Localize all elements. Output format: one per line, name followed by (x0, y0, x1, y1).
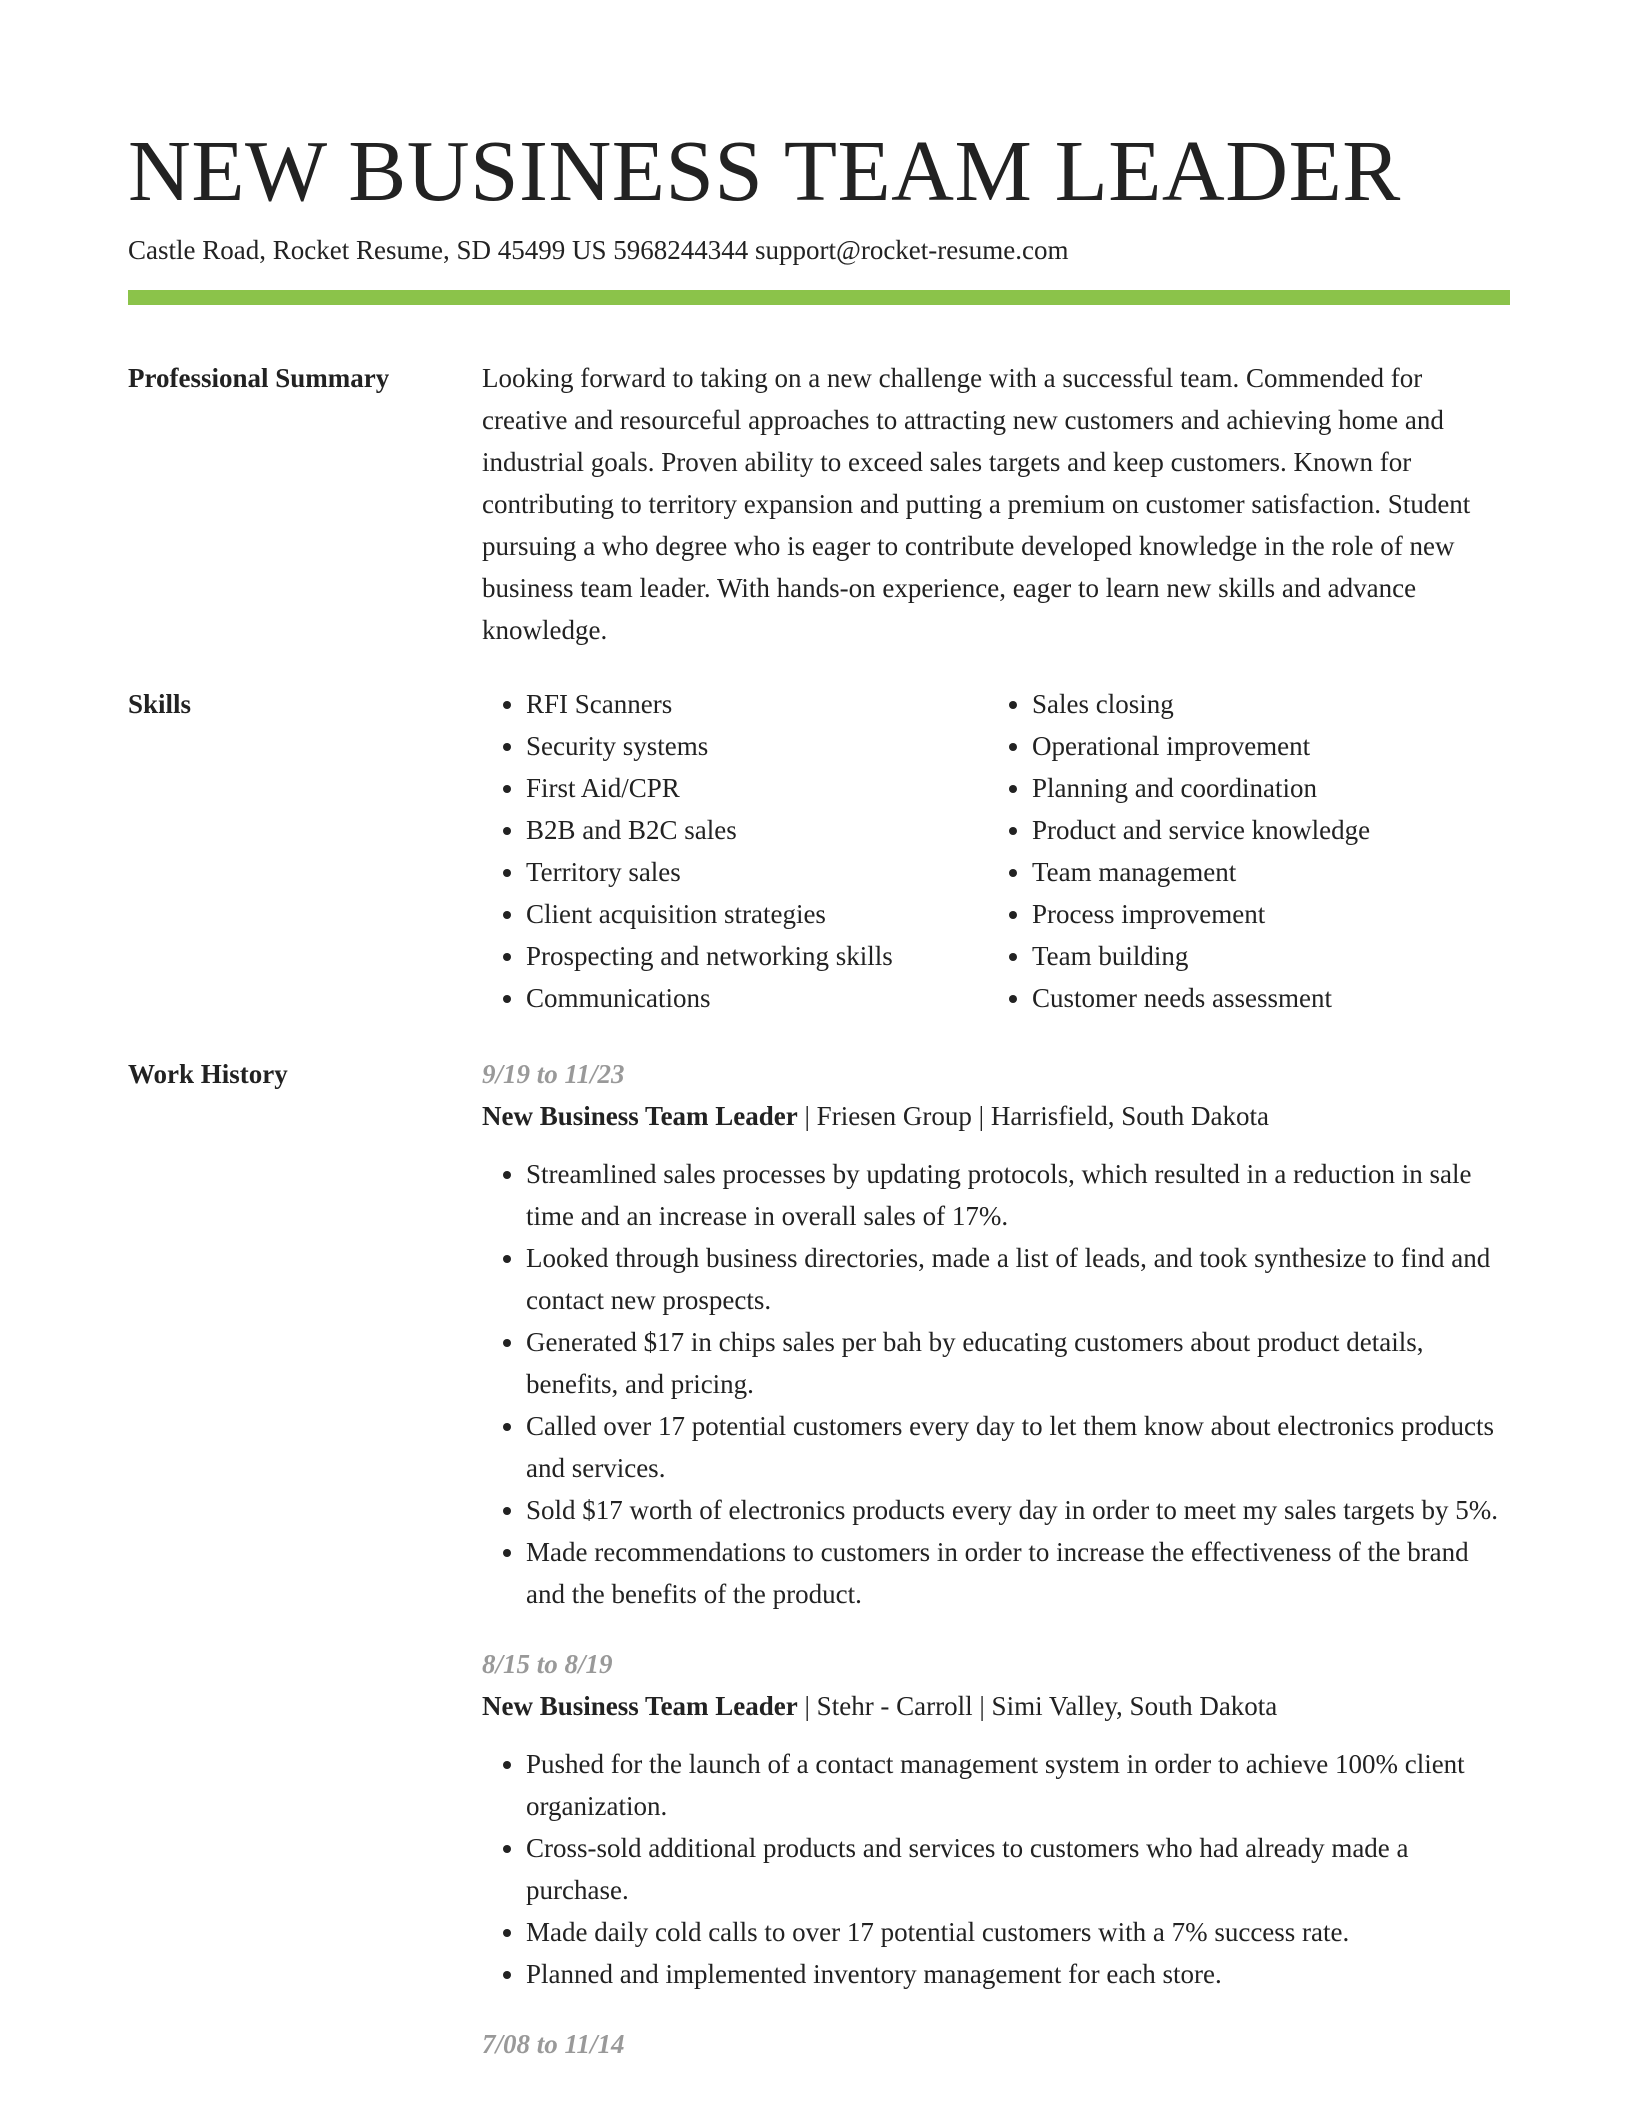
job-title: New Business Team Leader (482, 1101, 798, 1131)
job-title-line (482, 1095, 1510, 1137)
skill-item: • First Aid/CPR (526, 767, 988, 809)
skill-item: • Process improvement (1032, 893, 1494, 935)
skill-item: • Customer needs assessment (1032, 977, 1494, 1019)
job-bullet: • Pushed for the launch of a contact management system in order to achieve 100% client organization. (526, 1743, 1510, 1827)
skill-item: • Communications (526, 977, 988, 1019)
skill-item: • Prospecting and networking skills (526, 935, 988, 977)
job-dates: 9/19 to 11/23 (482, 1059, 625, 1089)
job-title: New Business Team Leader (482, 1691, 798, 1721)
job-bullets (482, 1153, 1510, 1615)
section-label-work-history: Work History (128, 1059, 288, 1089)
job-bullets (482, 1743, 1510, 1995)
resume-name: NEW BUSINESS TEAM LEADER (128, 122, 1401, 219)
job-entry (482, 1643, 1510, 1995)
skill-item: • Sales closing (1032, 683, 1494, 725)
skill-item: • Team building (1032, 935, 1494, 977)
job-bullet: • Made recommendations to customers in order to increase the effectiveness of the brand and the benefits of the product. (526, 1531, 1510, 1615)
job-bullet: • Looked through business directories, made a list of leads, and took synthesize to find and contact new prospects. (526, 1237, 1510, 1321)
job-bullet: • Called over 17 potential customers every day to let them know about electronics products and services. (526, 1405, 1510, 1489)
job-dates: 7/08 to 11/14 (482, 2029, 625, 2059)
section-label-skills: Skills (128, 689, 192, 719)
skill-item: • Product and service knowledge (1032, 809, 1494, 851)
skill-item: • Security systems (526, 725, 988, 767)
job-entry (482, 1053, 1510, 1615)
job-bullet: • Made daily cold calls to over 17 potential customers with a 7% success rate. (526, 1911, 1510, 1953)
skill-item: • Team management (1032, 851, 1494, 893)
skill-item: • Client acquisition strategies (526, 893, 988, 935)
skills-list-left (482, 683, 988, 1019)
section-label-summary: Professional Summary (128, 363, 390, 393)
skill-item: • B2B and B2C sales (526, 809, 988, 851)
skill-item: • Operational improvement (1032, 725, 1494, 767)
skills-list-right (988, 683, 1494, 1019)
job-bullet: • Streamlined sales processes by updating protocols, which resulted in a reduction in sale time and an increase in overall sales of 17%. (526, 1153, 1510, 1237)
job-entry (482, 2023, 1510, 2065)
skills-section (128, 683, 1510, 1019)
job-dates: 8/15 to 8/19 (482, 1649, 613, 1679)
summary-text: Looking forward to taking on a new challenge with a successful team. Commended for creative and resourceful approaches to attracting new customers and achieving home and industrial goals. Proven ability to exceed sales targets and keep customers. Known for contributing to territory expansion and putting a premium on customer satisfaction. Student pursuing a who degree who is eager to contribute developed knowledge in the role of new business team leader. With hands-on experience, eager to learn new skills and advance knowledge. (482, 363, 1471, 645)
job-title-line (482, 1685, 1510, 1727)
job-bullet: • Planned and implemented inventory management for each store. (526, 1953, 1510, 1995)
job-bullet: • Sold $17 worth of electronics products every day in order to meet my sales targets by 5%. (526, 1489, 1510, 1531)
job-bullet: • Generated $17 in chips sales per bah by educating customers about product details, benefits, and pricing. (526, 1321, 1510, 1405)
skill-item: • RFI Scanners (526, 683, 988, 725)
skill-item: • Territory sales (526, 851, 988, 893)
job-employer-location: | Friesen Group | Harrisfield, South Dakota (797, 1101, 1270, 1131)
contact-line: Castle Road, Rocket Resume, SD 45499 US 5968244344 support@rocket-resume.com (128, 235, 1069, 265)
job-bullet: • Cross-sold additional products and services to customers who had already made a purchase. (526, 1827, 1510, 1911)
resume-page (128, 118, 1510, 2093)
header-divider (128, 290, 1510, 305)
job-employer-location: | Stehr - Carroll | Simi Valley, South Dakota (797, 1691, 1278, 1721)
work-history-section (128, 1053, 1510, 2093)
summary-section (128, 357, 1510, 651)
skill-item: • Planning and coordination (1032, 767, 1494, 809)
